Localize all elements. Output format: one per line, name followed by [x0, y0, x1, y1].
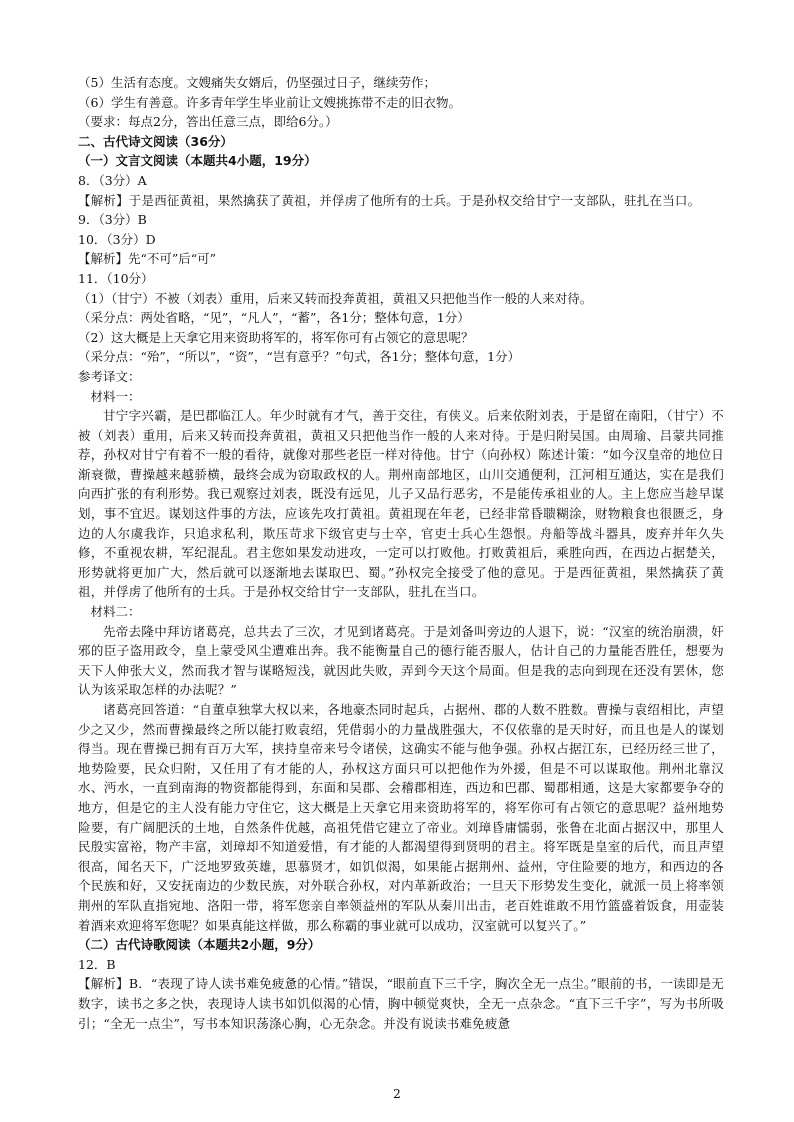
material-1-text: 甘宁字兴霸，是巴郡临江人。年少时就有才气，善于交往，有侠义。后来依附刘表，于是留在南阳，（甘宁）不被（刘表）重用，后来又转而投奔黄祖，黄祖又只把他当作一般的人来对待。于是归附吴国。由周瑜、吕蒙共同推荐，孙权对甘宁有着不一般的看待，就像对那些老臣一样对待他。甘宁（向孙权）陈述计策：“如今汉皇帝的地位日渐衰微，曹操越来越骄横，最终会成为窃取政权的人。荆州南部地区，山川交通便利，江河相互通达，实在是我们向西扩张的有利形势。我已观察过刘表，既没有远见，儿子又品行恶劣，不是能传承祖业的人。主上您应当趁早谋划，事不宜迟。谋划这件事的方法，应该先攻打黄祖。黄祖现在年老，已经非常昏聩糊涂，财物粮食也很匮乏，身边的人尔虞我诈，只追求私利，欺压苛求下级官吏与士卒，官吏士兵心生怨恨。舟船等战斗器具，废弃并年久失修，不重视农耕，军纪混乱。君主您如果发动进攻，一定可以打败他。打败黄祖后，乘胜向西，在西边占据楚关，形势就将更加广大，然后就可以逐渐地去谋取巴、蜀。”孙权完全接受了他的意见。于是西征黄祖，果然擒获了黄祖，并俘虏了他所有的士兵。于是孙权交给甘宁一支部队，驻扎在当口。 — [78, 408, 724, 600]
page-number: 2 — [393, 1087, 401, 1101]
subsection-heading-poetry: （二）古代诗歌阅读（本题共2小题，9分） — [78, 937, 321, 953]
answer-line-5: （5）生活有态度。文嫂痛失女婿后，仍坚强过日子，继续劳作； — [78, 75, 436, 90]
question-9-answer: 9．（3分）B — [78, 212, 147, 228]
question-11-part-2: （2）这大概是上天拿它用来资助将军的，将军你可有占领它的意思呢？ — [78, 329, 474, 345]
question-12-explanation: 【解析】B．“表现了诗人读书难免疲惫的心情。”错误，“眼前直下三千字，胸次全无一点尘。”眼前的书，一读即是无数字，读书之多之快，表现诗人读书如饥似渴的心情，胸中顿觉爽快，全无一点杂念。“直下三千字”，写为书所吸引；“全无一点尘”，写书本知识荡涤心胸，心无杂念。并没有说读书难免疲惫 — [78, 976, 724, 1031]
subsection-heading: （一）文言文阅读（本题共4小题，19分） — [78, 153, 317, 169]
material-1-label: 材料一： — [90, 388, 141, 404]
question-11-part-1: （1）（甘宁）不被（刘表）重用，后来又转而投奔黄祖，黄祖又只把他当作一般的人来对待。 — [78, 290, 593, 306]
section-heading: 二、古代诗文阅读（36分） — [78, 133, 233, 149]
question-8-answer: 8．（3分）A — [78, 172, 147, 188]
question-10-explanation: 【解析】先“不可”后“可” — [78, 251, 217, 267]
document-body — [78, 73, 724, 1033]
question-11-part-1-scoring: （采分点：两处省略，“见”，“凡人”，“蓄”，各1分；整体句意，1分） — [78, 310, 470, 326]
question-8-explanation: 【解析】于是西征黄祖，果然擒获了黄祖，并俘虏了他所有的士兵。于是孙权交给甘宁一支部队，驻扎在当口。 — [78, 192, 701, 208]
question-11-answer: 11．（10分） — [78, 270, 154, 286]
question-12-answer: 12．B — [78, 956, 116, 972]
material-2-text-1: 先帝去隆中拜访诸葛亮，总共去了三次，才见到诸葛亮。于是刘备叫旁边的人退下，说：“汉室的统治崩溃，奸邪的臣子盗用政令，皇上蒙受风尘遭难出奔。我不能衡量自己的德行能否服人，估计自己的力量能否胜任，想要为天下人伸张大义，然而我才智与谋略短浅，就因此失败，弄到今天这个局面。但是我的志向到现在还没有罢休，您认为该采取怎样的办法呢？” — [78, 623, 724, 698]
material-2-label: 材料二： — [90, 604, 141, 620]
question-10-answer: 10．（3分）D — [78, 231, 156, 247]
scoring-note: （要求：每点2分，答出任意三点，即给6分。） — [78, 114, 338, 130]
material-2-text-2: 诸葛亮回答道：“自董卓独掌大权以来，各地豪杰同时起兵，占据州、郡的人数不胜数。曹操与袁绍相比，声望少之又少，然而曹操最终之所以能打败袁绍，凭借弱小的力量战胜强大，不仅依靠的是天时好，而且也是人的谋划得当。现在曹操已拥有百万大军，挟持皇帝来号令诸侯，这确实不能与他争强。孙权占据江东，已经历经三世了，地势险要，民众归附，又任用了有才能的人，孙权这方面只可以把他作为外援，但是不可以谋取他。荆州北靠汉水、沔水，一直到南海的物资都能得到，东面和吴郡、会稽郡相连，西边和巴郡、蜀郡相通，这是大家都要争夺的地方，但是它的主人没有能力守住它，这大概是上天拿它用来资助将军的，将军你可有占领它的意思呢？益州地势险要，有广阔肥沃的土地，自然条件优越，高祖凭借它建立了帝业。刘璋昏庸懦弱，张鲁在北面占据汉中，那里人民殷实富裕，物产丰富，刘璋却不知道爱惜，有才能的人都渴望得到贤明的君主。将军既是皇室的后代，而且声望很高，闻名天下，广泛地罗致英雄，思慕贤才，如饥似渴，如果能占据荆州、益州，守住险要的地方，和西边的各个民族和好，又安抚南边的少数民族，对外联合孙权，对内革新政治；一旦天下形势发生变化，就派一员上将率领荆州的军队直指宛地、洛阳一带，将军您亲自率领益州的军队从秦川出击，老百姓谁敢不用竹篮盛着饭食，用壶装着酒来欢迎将军您呢？如果真能这样做，那么称霸的事业就可以成功，汉室就可以复兴了。” — [78, 702, 724, 933]
reference-translation-label: 参考译文： — [78, 368, 141, 384]
question-11-part-2-scoring: （采分点：“殆”，“所以”，“资”，“岂有意乎？”句式，各1分；整体句意，1分） — [78, 349, 521, 365]
answer-line-6: （6）学生有善意。许多青年学生毕业前让文嫂挑拣带不走的旧衣物。 — [78, 94, 461, 110]
